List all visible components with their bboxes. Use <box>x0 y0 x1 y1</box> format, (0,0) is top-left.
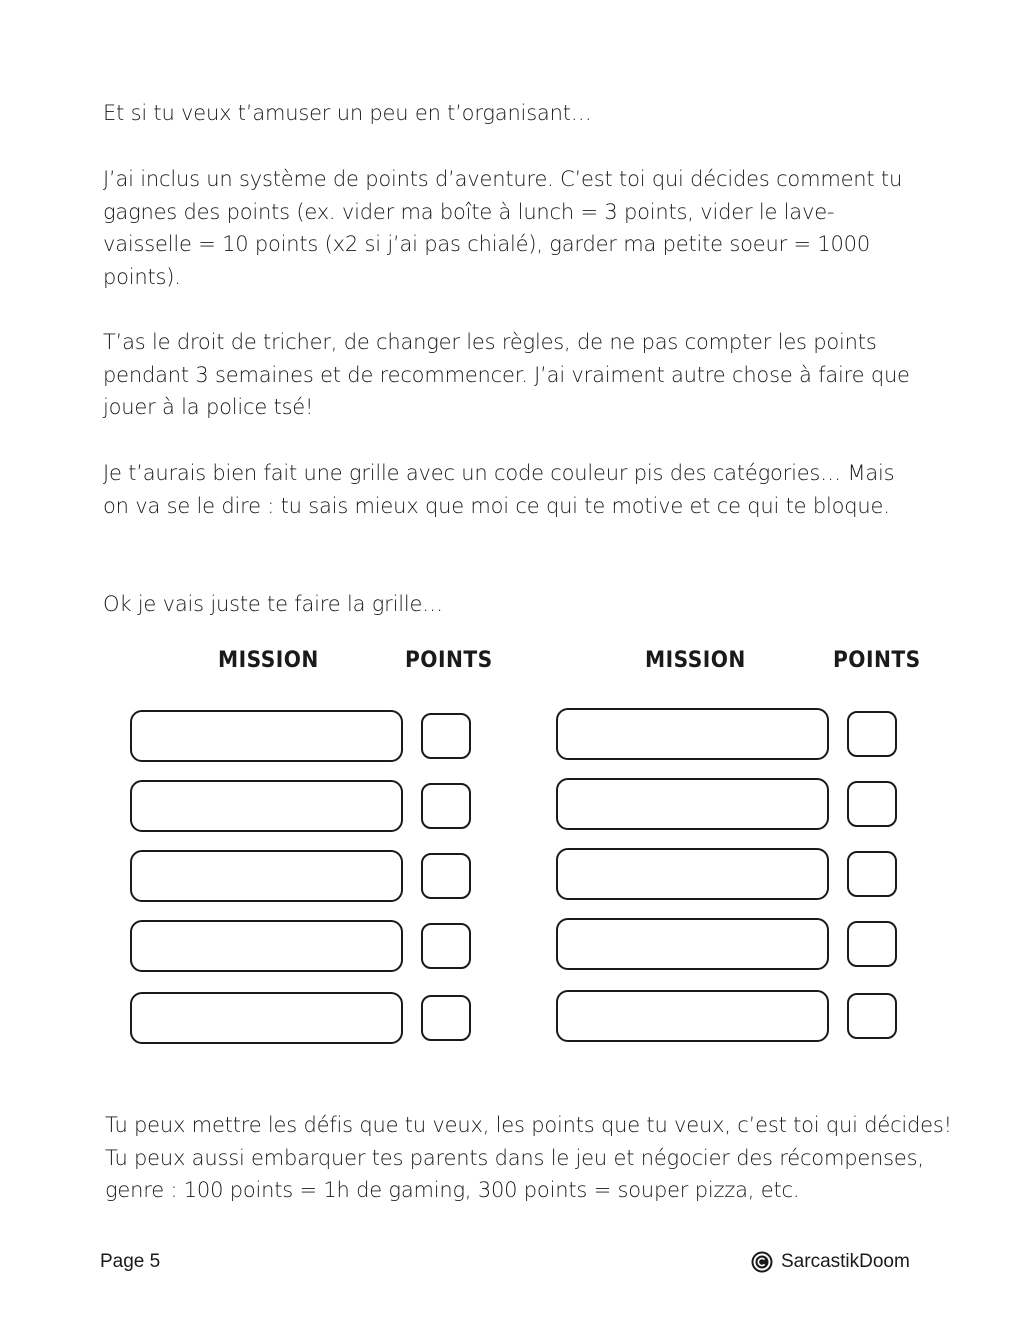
left-points-field-1[interactable] <box>421 713 471 759</box>
page-number: Page 5 <box>100 1251 161 1272</box>
left-mission-header: MISSION <box>218 648 319 673</box>
left-mission-field-3[interactable] <box>130 850 403 902</box>
right-mission-header: MISSION <box>645 648 746 673</box>
right-points-field-3[interactable] <box>847 851 897 897</box>
left-points-header: POINTS <box>405 648 493 673</box>
grid-intro-line: Ok je vais juste te faire la grille… <box>103 592 443 616</box>
right-mission-field-2[interactable] <box>556 778 829 830</box>
intro-line: Et si tu veux t’amuser un peu en t’organisant… <box>103 101 592 125</box>
grid-explanation-paragraph: Je t’aurais bien fait une grille avec un code couleur pis des catégories… Mais on va se le dire : tu sais mieux que moi ce qui te motive et ce qui te bloque. <box>103 461 895 518</box>
left-mission-field-5[interactable] <box>130 992 403 1044</box>
left-mission-field-4[interactable] <box>130 920 403 972</box>
right-points-header: POINTS <box>833 648 921 673</box>
right-points-field-1[interactable] <box>847 711 897 757</box>
closing-paragraph: Tu peux mettre les défis que tu veux, les points que tu veux, c’est toi qui décides! Tu peux aussi embarquer tes parents dans le jeu et négocier des récompenses, genre : 100 points = 1h de gaming, 300 points = souper pizza, etc. <box>105 1113 952 1202</box>
right-points-field-4[interactable] <box>847 921 897 967</box>
right-mission-field-3[interactable] <box>556 848 829 900</box>
right-points-field-5[interactable] <box>847 993 897 1039</box>
left-mission-field-2[interactable] <box>130 780 403 832</box>
left-points-field-2[interactable] <box>421 783 471 829</box>
brand-signature <box>751 1251 910 1273</box>
left-points-field-5[interactable] <box>421 995 471 1041</box>
left-points-field-3[interactable] <box>421 853 471 899</box>
brand-name: SarcastikDoom <box>781 1251 910 1272</box>
copyright-circle-icon <box>751 1251 773 1273</box>
rules-paragraph: T’as le droit de tricher, de changer les règles, de ne pas compter les points pendant 3 semaines et de recommencer. J’ai vraiment autre chose à faire que jouer à la police tsé! <box>103 330 910 419</box>
left-mission-field-1[interactable] <box>130 710 403 762</box>
right-points-field-2[interactable] <box>847 781 897 827</box>
right-mission-field-1[interactable] <box>556 708 829 760</box>
right-mission-field-5[interactable] <box>556 990 829 1042</box>
right-mission-field-4[interactable] <box>556 918 829 970</box>
left-points-field-4[interactable] <box>421 923 471 969</box>
points-system-paragraph: J’ai inclus un système de points d’aventure. C’est toi qui décides comment tu gagnes des points (ex. vider ma boîte à lunch = 3 points, vider le lave-vaisselle = 10 points (x2 si j’ai pas chialé), garder ma petite soeur = 1000 points). <box>103 167 903 289</box>
